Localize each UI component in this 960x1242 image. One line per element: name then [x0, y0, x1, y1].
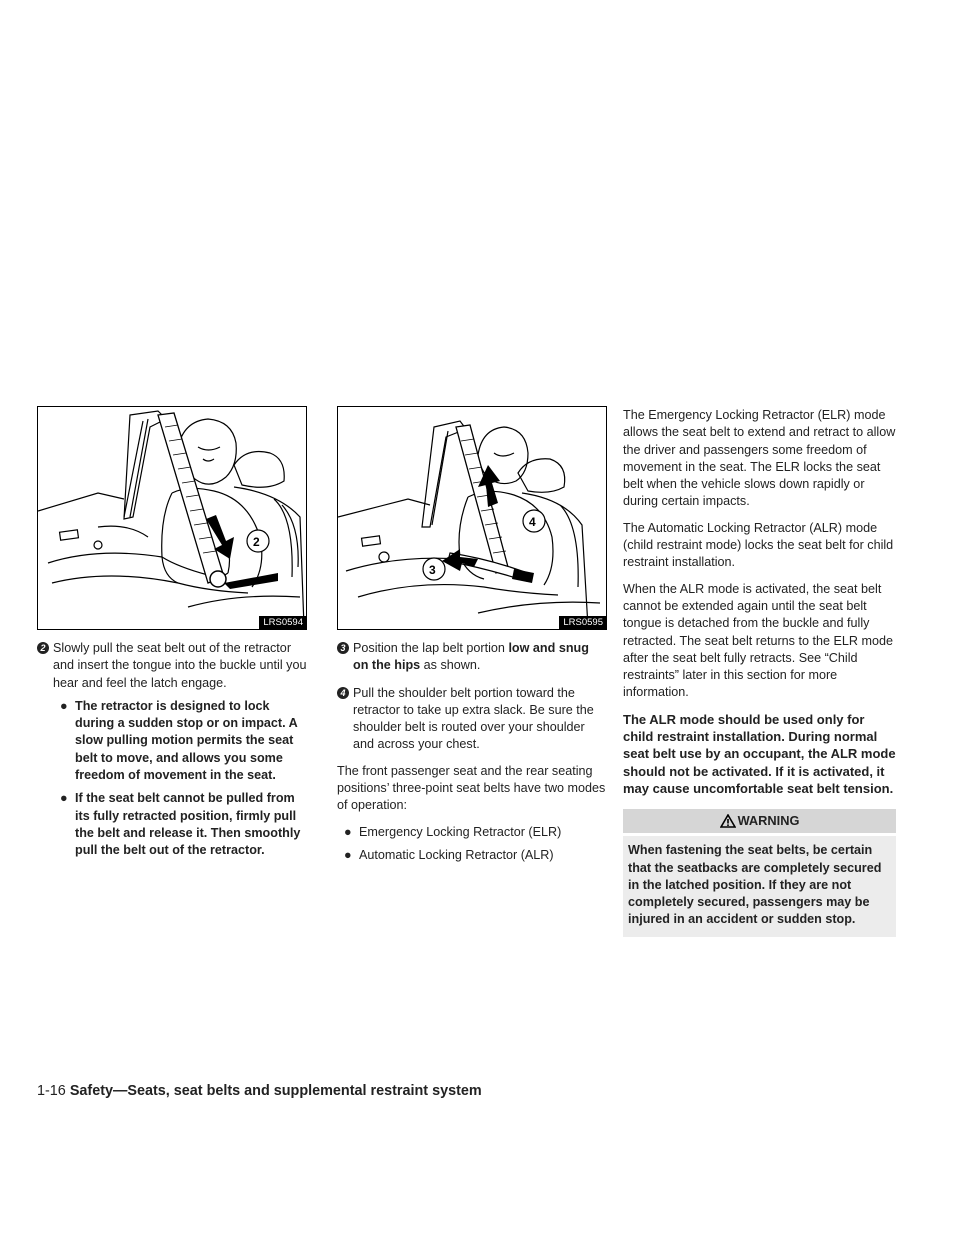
step-number-icon: 2	[37, 642, 49, 654]
list-item	[337, 824, 607, 841]
paragraph-alr-activation: When the ALR mode is activated, the seat belt cannot be extended again until the seat belt tongue is detached from the buckle and fully retracted. The seat belt returns to the ELR mode after the seat belt fully retracts. See “Child restraints” later in this section for more information.	[623, 581, 893, 700]
paragraph-alr: The Automatic Locking Retractor (ALR) mode (child restraint mode) locks the seat belt for child restraint installation.	[623, 520, 894, 570]
step-4-text: Pull the shoulder belt portion toward the retractor to take up extra slack. Be sure the shoulder belt is routed over your shoulder and across your chest.	[353, 685, 594, 752]
page-number: 1-16	[37, 1083, 66, 1099]
callout-4: 4	[529, 515, 536, 529]
bullet-icon: ●	[344, 824, 352, 839]
step-3-text-end: as shown.	[420, 658, 481, 673]
step-3-emphasis: low and snug on the hips	[353, 641, 589, 673]
step-3-text: Position the lap belt portion	[353, 641, 509, 655]
bullet-text: If the seat belt cannot be pulled from its fully retracted position, firmly pull the belt and release it. Then smoothly pull the belt out of the retractor.	[75, 791, 301, 858]
left-column	[37, 406, 307, 860]
figure-seat-belt-insert	[37, 406, 307, 630]
list-item	[53, 698, 307, 784]
step-3	[337, 640, 607, 675]
callout-2: 2	[253, 535, 260, 549]
paragraph-intro: The front passenger seat and the rear seating positions’ three-point seat belts have two modes of operation:	[337, 763, 606, 813]
mode-text: Emergency Locking Retractor (ELR)	[359, 824, 562, 839]
seat-belt-illustration-2	[338, 407, 606, 629]
bullet-icon: ●	[60, 698, 68, 713]
step-number-icon: 4	[337, 687, 349, 699]
page-footer	[37, 1083, 482, 1099]
seat-belt-illustration-1	[38, 407, 306, 629]
warning-header	[623, 809, 896, 833]
right-column	[623, 407, 896, 937]
section-title: Safety—Seats, seat belts and supplemental restraint system	[69, 1083, 482, 1099]
list-item	[53, 790, 307, 859]
step-2-text: Slowly pull the seat belt out of the retractor and insert the tongue into the buckle until you hear and feel the latch engage.	[53, 641, 307, 690]
bullet-icon: ●	[344, 847, 352, 862]
step-2	[37, 640, 307, 860]
warning-title: WARNING	[737, 813, 800, 829]
bullet-text: The retractor is designed to lock during a sudden stop or on impact. A slow pulling motion permits the seat belt to move, and allows you some freedom of movement in the seat.	[75, 698, 298, 783]
list-item	[337, 847, 607, 864]
step-2-bullets	[53, 698, 307, 860]
paragraph-alr-note: The ALR mode should be used only for child restraint installation. During normal seat belt use by an occupant, the ALR mode should not be activated. If it is activated, it may cause uncomfortable seat belt tension.	[623, 711, 896, 796]
warning-body: When fastening the seat belts, be certain that the seatbacks are completely secured in the latched position. If they are not completely secured, passengers may be injured in an accident or sudden stop.	[623, 836, 896, 936]
bullet-icon: ●	[60, 791, 68, 806]
step-4	[337, 685, 607, 754]
modes-list	[337, 824, 607, 865]
mode-text: Automatic Locking Retractor (ALR)	[359, 847, 554, 862]
middle-column	[337, 406, 607, 864]
paragraph-elr: The Emergency Locking Retractor (ELR) mode allows the seat belt to extend and retract to allow the driver and passengers some freedom of movement in the seat. The ELR locks the seat belt when the vehicle slows down rapidly or during certain impacts.	[623, 408, 896, 509]
figure-code: LRS0594	[259, 616, 306, 629]
figure-code: LRS0595	[559, 616, 606, 629]
warning-icon	[720, 812, 736, 836]
figure-lap-shoulder	[337, 406, 607, 630]
step-number-icon: 3	[337, 642, 349, 654]
callout-3: 3	[429, 563, 436, 577]
